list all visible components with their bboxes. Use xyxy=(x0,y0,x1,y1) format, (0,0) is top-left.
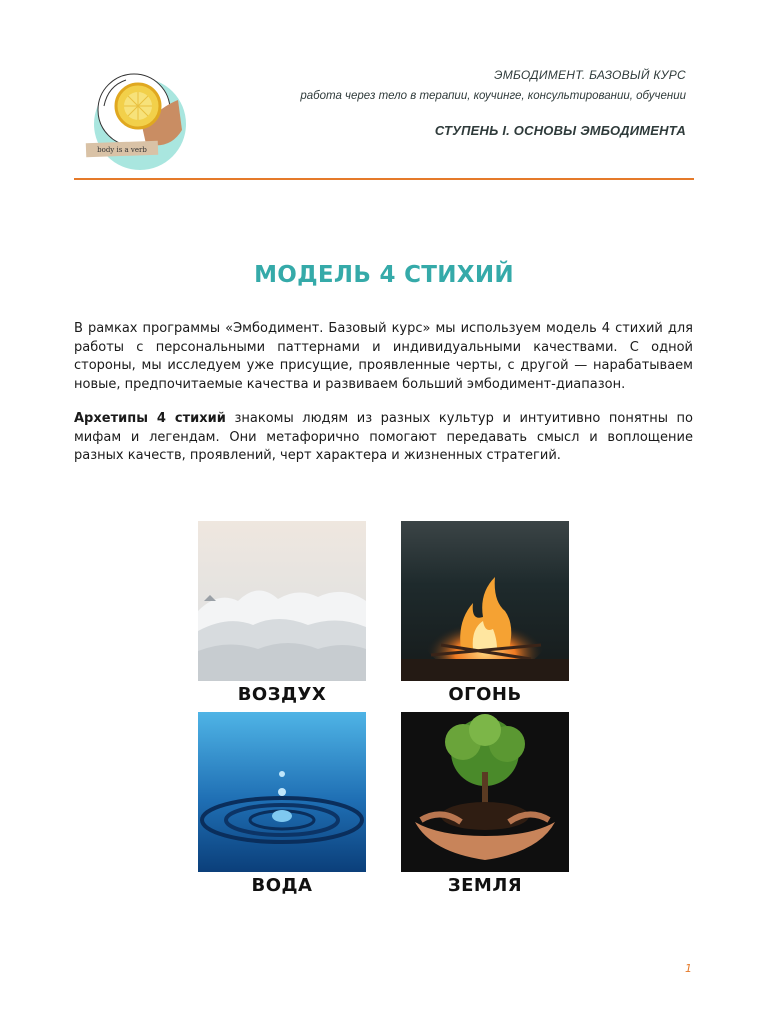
fire-image xyxy=(401,521,569,681)
water-image xyxy=(198,712,366,872)
air-image xyxy=(198,521,366,681)
archetypes-text: знакомы людям из разных культур и интуитивно понятны по мифам и легендам. Они метафорично помогают передавать смысл и воплощение разных качеств, проявлений, черт характера и жизненных стратегий. xyxy=(74,411,694,463)
logo-text: body is a verb xyxy=(97,146,147,154)
header-divider xyxy=(74,178,694,180)
fire-label: ОГОНЬ xyxy=(448,684,522,705)
course-title: ЭМБОДИМЕНТ. БАЗОВЫЙ КУРС xyxy=(494,68,686,82)
page-number: 1 xyxy=(685,962,692,975)
course-logo xyxy=(82,66,190,170)
archetypes-paragraph xyxy=(74,410,693,466)
air-label: ВОЗДУХ xyxy=(237,684,327,705)
page-title: МОДЕЛЬ 4 СТИХИЙ xyxy=(254,262,514,288)
water-label: ВОДА xyxy=(251,875,313,896)
course-step: СТУПЕНЬ I. ОСНОВЫ ЭМБОДИМЕНТА xyxy=(434,123,686,138)
intro-paragraph: В рамках программы «Эмбодимент. Базовый курс» мы используем модель 4 стихий для работы с персональными паттернами и индивидуальными качествами. С одной стороны, мы исследуем уже присущие, проявленные черты, с другой — нарабатываем новые, предпочитаемые качества и развиваем больший эмбодимент-диапазон. xyxy=(74,321,693,392)
earth-label: ЗЕМЛЯ xyxy=(447,875,523,896)
page-header xyxy=(300,68,686,138)
course-subtitle: работа через тело в терапии, коучинге, консультировании, обучении xyxy=(300,90,686,102)
earth-image xyxy=(401,712,569,872)
archetypes-bold: Архетипы 4 стихий xyxy=(74,411,226,426)
